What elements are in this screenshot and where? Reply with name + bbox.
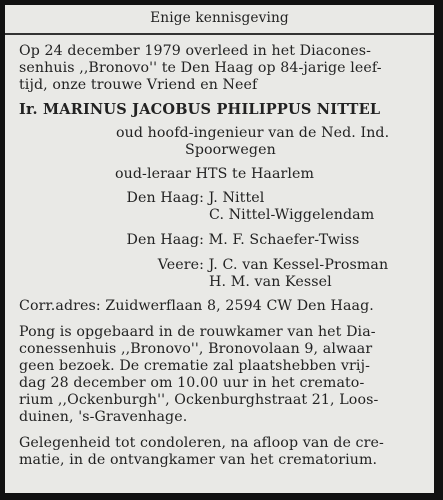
arrangement-line: dag 28 december om 10.00 uur in het cremato- [19,375,365,391]
intro-line: senhuis ,,Bronovo'' te Den Haag op 84-jarige leef- [19,60,382,76]
arrangement-line: duinen, 's-Gravenhage. [19,409,188,425]
family-place: Den Haag: [126,232,204,248]
family-entry [124,257,388,274]
notice-heading: Enige kennisgeving [150,10,289,26]
role-line: oud-leraar HTS te Haarlem [115,166,315,182]
arrangement-line: geen bezoek. De crematie zal plaatshebben vrij- [19,358,370,374]
family-member: J. Nittel [208,190,265,206]
arrangement-line: rium ,,Ockenburgh'', Ockenburghstraat 21, Loos- [19,392,379,408]
condolence-line: Gelegenheid tot condoleren, na afloop van de cre- [19,435,384,451]
heading-divider [5,33,434,35]
condolence-line: matie, in de ontvangkamer van het crematorium. [19,452,378,468]
family-place: Veere: [157,257,204,273]
death-notice [3,3,436,495]
correspondence-address: Corr.adres: Zuidwerflaan 8, 2594 CW Den Haag. [19,298,374,314]
family-member: C. Nittel-Wiggelendam [209,207,375,223]
family-member: J. C. van Kessel-Prosman [208,257,389,273]
family-member: H. M. van Kessel [209,274,332,290]
family-member: M. F. Schaefer-Twiss [208,232,360,248]
intro-line: tijd, onze trouwe Vriend en Neef [19,77,258,93]
deceased-name: Ir. MARINUS JACOBUS PHILIPPUS NITTEL [19,101,381,118]
role-line: Spoorwegen [185,142,276,158]
family-place: Den Haag: [126,190,204,206]
family-entry [124,232,359,249]
arrangement-line: Pong is opgebaard in de rouwkamer van het Dia- [19,324,376,340]
intro-line: Op 24 december 1979 overleed in het Diacones- [19,43,371,59]
arrangement-line: conessenhuis ,,Bronovo'', Bronovolaan 9, alwaar [19,341,373,357]
role-line: oud hoofd-ingenieur van de Ned. Ind. [116,125,390,141]
family-entry [124,190,264,207]
